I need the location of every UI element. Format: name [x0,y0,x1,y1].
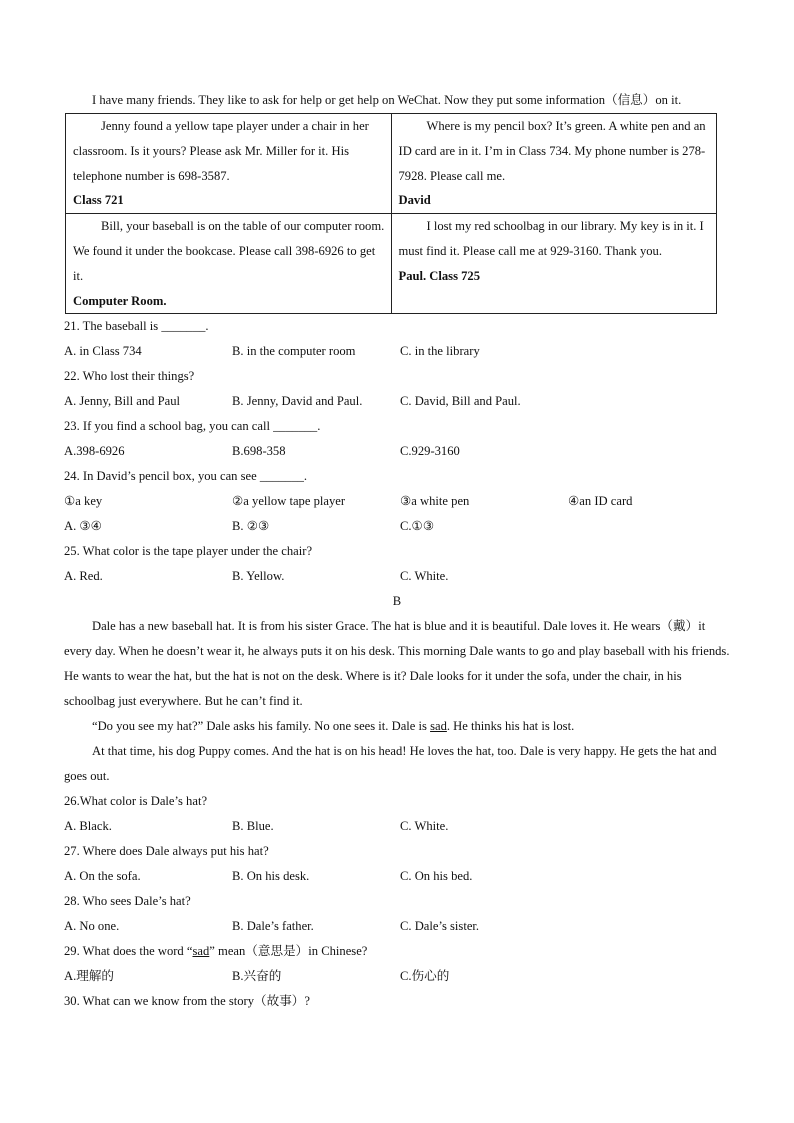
option-b[interactable]: B. Yellow. [232,569,285,584]
options-24 [64,514,730,539]
options-27 [64,864,730,889]
notice-signature: Computer Room. [73,293,167,308]
items-24 [64,489,730,514]
option-a[interactable]: A. ③④ [64,519,102,534]
question-text: 29. What does the word “ [64,944,193,959]
option-b[interactable]: B. On his desk. [232,869,310,884]
story-paragraph-2 [64,714,730,739]
notice-paul [391,214,717,314]
option-c[interactable]: C. On his bed. [400,869,473,884]
story-text: . He thinks his hat is lost. [446,719,575,734]
question-24: 24. In David’s pencil box, you can see _______. [64,469,308,484]
question-25: 25. What color is the tape player under the chair? [64,544,313,559]
item-1: ①a key [64,494,103,509]
question-21: 21. The baseball is _______. [64,319,209,334]
question-28: 28. Who sees Dale’s hat? [64,894,191,909]
options-28 [64,914,730,939]
options-26 [64,814,730,839]
question-30: 30. What can we know from the story（故事）? [64,994,310,1009]
story-text: “Do you see my hat?” Dale asks his family. No one sees it. Dale is [92,719,431,734]
notice-signature: Class 721 [73,193,124,208]
notice-signature: David [398,193,431,208]
question-22: 22. Who lost their things? [64,369,195,384]
notice-signature: Paul. Class 725 [398,268,481,283]
question-26: 26.What color is Dale’s hat? [64,794,208,809]
option-a[interactable]: A. in Class 734 [64,344,142,359]
option-b[interactable]: B. in the computer room [232,344,356,359]
underlined-word: sad [192,944,210,959]
question-text: ” mean（意思是）in Chinese? [209,944,368,959]
option-b[interactable]: B. Blue. [232,819,274,834]
option-b[interactable]: B.兴奋的 [232,969,282,984]
item-2: ②a yellow tape player [232,494,346,509]
intro-paragraph: I have many friends. They like to ask for help or get help on WeChat. Now they put some information（信息）on it. [92,93,682,107]
item-4: ④an ID card [568,494,633,509]
question-27: 27. Where does Dale always put his hat? [64,844,269,859]
option-a[interactable]: A. Jenny, Bill and Paul [64,394,181,409]
notice-text: I lost my red schoolbag in our library. My key is in it. I must find it. Please call me at 929-3160. Thank you. [398,219,704,258]
option-c[interactable]: C. White. [400,819,449,834]
section-b-label: B [392,594,402,609]
option-c[interactable]: C.929-3160 [400,444,460,459]
option-b[interactable]: B. Dale’s father. [232,919,314,934]
notice-text: Bill, your baseball is on the table of our computer room. We found it under the bookcase. Please call 398-6926 to get it. [73,219,385,283]
notice-computer-room [66,214,392,314]
option-a[interactable]: A. On the sofa. [64,869,141,884]
option-a[interactable]: A.398-6926 [64,444,125,459]
option-c[interactable]: C.①③ [400,519,435,534]
option-c[interactable]: C. David, Bill and Paul. [400,394,521,409]
option-b[interactable]: B. Jenny, David and Paul. [232,394,363,409]
option-a[interactable]: A. No one. [64,919,120,934]
option-c[interactable]: C. Dale’s sister. [400,919,480,934]
underlined-word: sad [430,719,447,734]
story-paragraph-3: At that time, his dog Puppy comes. And the hat is on his head! He loves the hat, too. Dale is very happy. He gets the hat and goes out. [64,744,717,784]
option-c[interactable]: C. in the library [400,344,480,359]
notice-table [65,113,717,314]
content [64,88,730,1014]
notice-david [391,114,717,214]
question-23: 23. If you find a school bag, you can call _______. [64,419,321,434]
notice-jenny [66,114,392,214]
item-3: ③a white pen [400,494,470,509]
story-paragraph-1: Dale has a new baseball hat. It is from his sister Grace. The hat is blue and it is beautiful. Dale loves it. He wears（戴）it every day. When he doesn’t wear it, he always puts it on his desk. This morning Dale wants to go and play baseball with his friends. He wants to wear the hat, but the hat is not on the desk. Where is it? Dale looks for it under the sofa, under the chair, in his schoolbag just everywhere. But he can’t find it. [64,619,730,709]
option-a[interactable]: A. Black. [64,819,112,834]
option-a[interactable]: A. Red. [64,569,103,584]
option-b[interactable]: B.698-358 [232,444,286,459]
options-21 [64,339,730,364]
options-29 [64,964,730,989]
option-c[interactable]: C. White. [400,569,449,584]
notice-text: Where is my pencil box? It’s green. A white pen and an ID card are in it. I’m in Class 734. My phone number is 278-7928. Please call me. [398,119,706,183]
question-29 [64,939,730,964]
options-25 [64,564,730,589]
options-23 [64,439,730,464]
notice-text: Jenny found a yellow tape player under a chair in her classroom. Is it yours? Please ask Mr. Miller for it. His telephone number is 698-3587. [73,119,369,183]
options-22 [64,389,730,414]
option-c[interactable]: C.伤心的 [400,969,450,984]
option-b[interactable]: B. ②③ [232,519,270,534]
option-a[interactable]: A.理解的 [64,969,115,984]
